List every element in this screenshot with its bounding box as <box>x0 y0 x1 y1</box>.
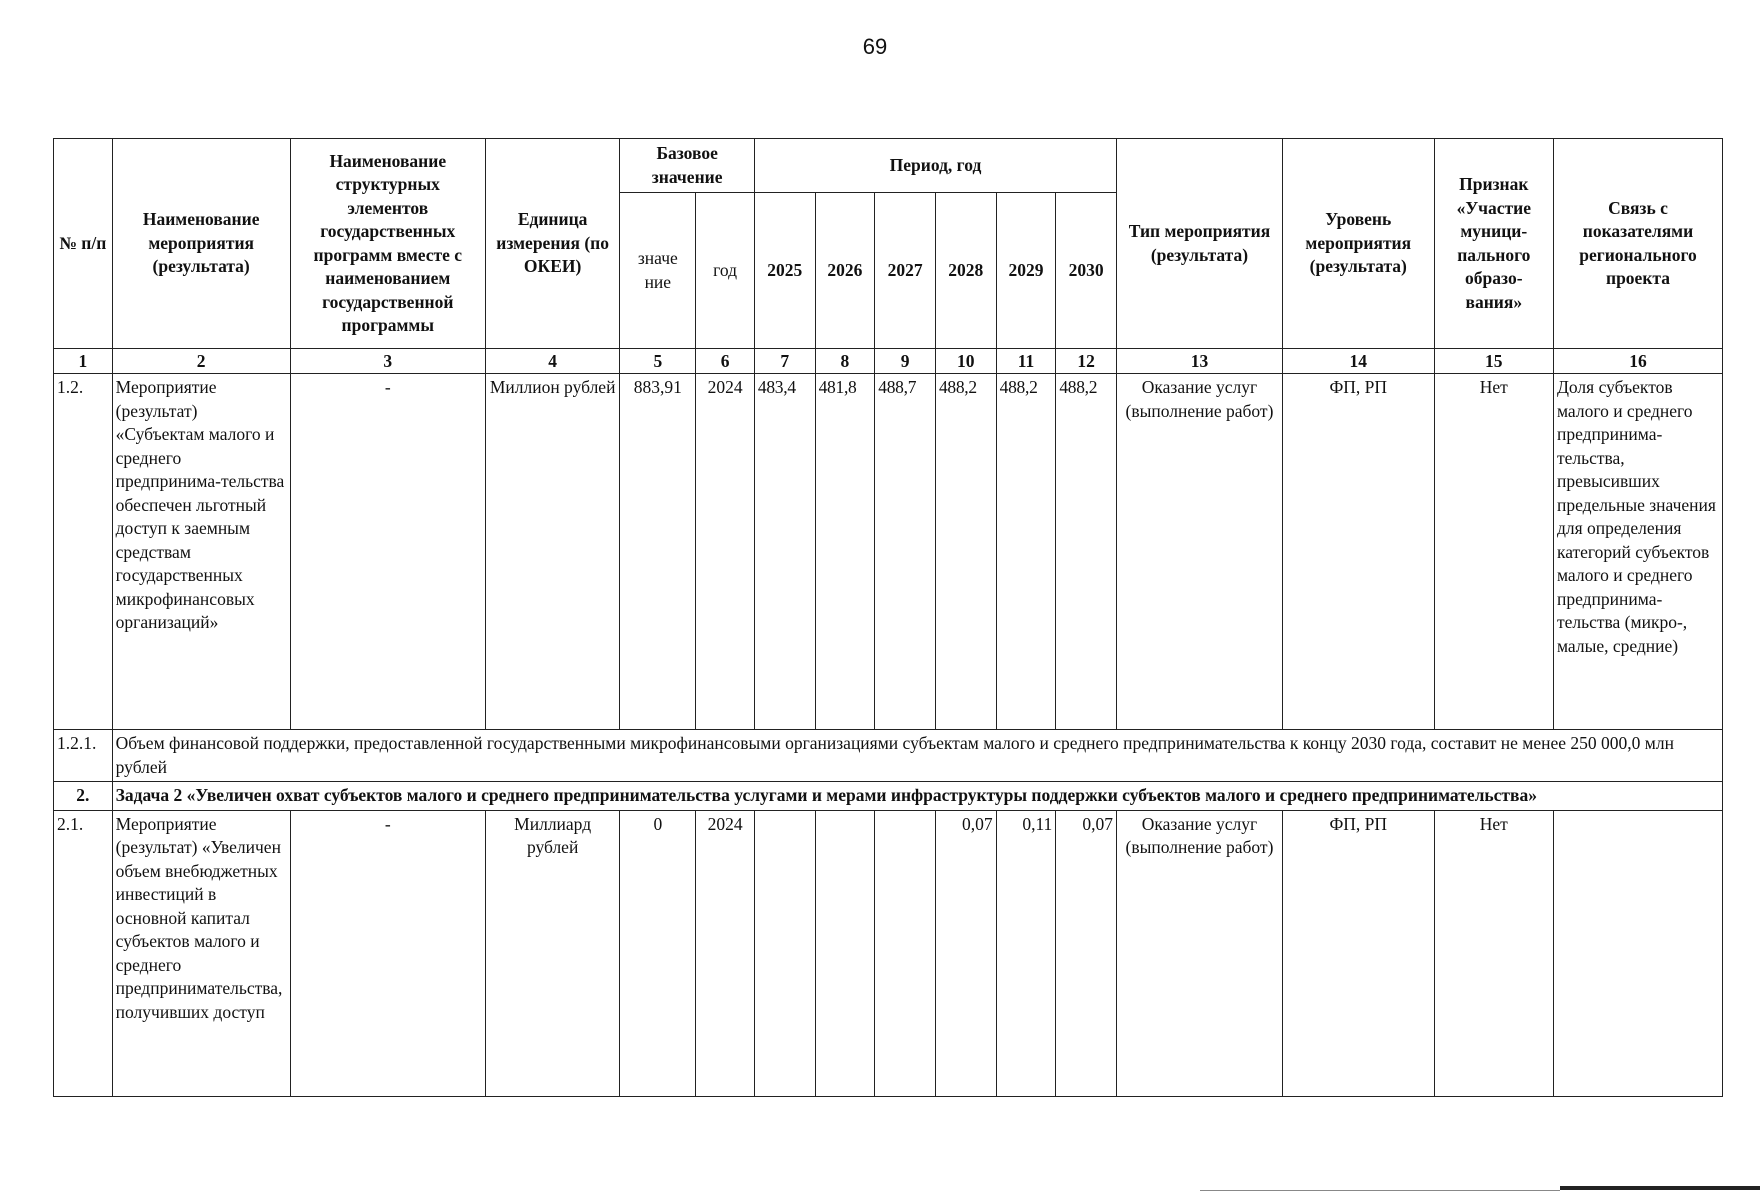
row-year-2029: 0,11 <box>996 810 1056 1096</box>
row-type: Оказание услуг (выполнение работ) <box>1117 374 1283 730</box>
row-year-2028: 0,07 <box>935 810 996 1096</box>
row-num: 2.1. <box>54 810 113 1096</box>
row-struct: - <box>290 810 485 1096</box>
header-base-value: значе ние <box>620 193 696 349</box>
col-num: 15 <box>1434 349 1553 374</box>
row-year-2030: 488,2 <box>1056 374 1117 730</box>
row-sign: Нет <box>1434 810 1553 1096</box>
header-type: Тип мероприятия (результата) <box>1117 139 1283 349</box>
row-text: Объем финансовой поддержки, предоставленной государственными микрофинансовыми организациями субъектам малого и среднего предпринимательства к концу 2030 года, составит не менее 250 000,0 млн рублей <box>112 730 1722 782</box>
header-period: Период, год <box>754 139 1116 193</box>
header-num: № п/п <box>54 139 113 349</box>
row-num: 1.2. <box>54 374 113 730</box>
col-num: 13 <box>1117 349 1283 374</box>
row-year-2028: 488,2 <box>935 374 996 730</box>
row-2-1 <box>54 810 1723 1096</box>
header-year-2027: 2027 <box>875 193 936 349</box>
row-year-2027: 488,7 <box>875 374 936 730</box>
row-year-2026 <box>815 810 875 1096</box>
activities-table <box>53 138 1723 1097</box>
row-num: 2. <box>54 782 113 811</box>
header-year-2030: 2030 <box>1056 193 1117 349</box>
col-num: 8 <box>815 349 875 374</box>
row-sign: Нет <box>1434 374 1553 730</box>
scan-edge-bar <box>1560 1186 1760 1190</box>
header-link: Связь с показателями регионального проекта <box>1553 139 1722 349</box>
row-type: Оказание услуг (выполнение работ) <box>1117 810 1283 1096</box>
col-num: 9 <box>875 349 936 374</box>
row-base-value: 883,91 <box>620 374 696 730</box>
row-level: ФП, РП <box>1282 810 1434 1096</box>
row-unit: Миллиард рублей <box>485 810 620 1096</box>
column-numbers-row <box>54 349 1723 374</box>
row-base-year: 2024 <box>696 810 755 1096</box>
row-year-2025: 483,4 <box>754 374 815 730</box>
page-number: 69 <box>862 34 888 59</box>
row-1-2-1 <box>54 730 1723 782</box>
header-base-year: год <box>696 193 755 349</box>
col-num: 10 <box>935 349 996 374</box>
row-year-2030: 0,07 <box>1056 810 1117 1096</box>
row-year-2025 <box>754 810 815 1096</box>
scan-edge-line <box>1200 1190 1560 1191</box>
row-task-2 <box>54 782 1723 811</box>
row-link: Доля субъектов малого и среднего предпринима-тельства, превысивших предельные значения для определения категорий субъектов малого и среднего предпринима-тельства (микро-, малые, средние) <box>1553 374 1722 730</box>
col-num: 1 <box>54 349 113 374</box>
header-year-2028: 2028 <box>935 193 996 349</box>
row-year-2026: 481,8 <box>815 374 875 730</box>
header-year-2025: 2025 <box>754 193 815 349</box>
col-num: 6 <box>696 349 755 374</box>
header-unit: Единица измерения (по ОКЕИ) <box>485 139 620 349</box>
row-link <box>1553 810 1722 1096</box>
col-num: 12 <box>1056 349 1117 374</box>
header-base: Базовое значение <box>620 139 755 193</box>
row-base-year: 2024 <box>696 374 755 730</box>
col-num: 4 <box>485 349 620 374</box>
row-year-2027 <box>875 810 936 1096</box>
row-1-2 <box>54 374 1723 730</box>
col-num: 5 <box>620 349 696 374</box>
header-year-2026: 2026 <box>815 193 875 349</box>
col-num: 2 <box>112 349 290 374</box>
col-num: 11 <box>996 349 1056 374</box>
col-num: 14 <box>1282 349 1434 374</box>
col-num: 3 <box>290 349 485 374</box>
row-num: 1.2.1. <box>54 730 113 782</box>
row-struct: - <box>290 374 485 730</box>
header-level: Уровень мероприятия (результата) <box>1282 139 1434 349</box>
col-num: 16 <box>1553 349 1722 374</box>
row-base-value: 0 <box>620 810 696 1096</box>
row-unit: Миллион рублей <box>485 374 620 730</box>
header-row-1 <box>54 139 1723 193</box>
header-struct: Наименование структурных элементов государственных программ вместе с наименованием государственной программы <box>290 139 485 349</box>
row-year-2029: 488,2 <box>996 374 1056 730</box>
task-title: Задача 2 «Увеличен охват субъектов малого и среднего предпринимательства услугами и мерами инфраструктуры поддержки субъектов малого и среднего предпринимательства» <box>112 782 1722 811</box>
row-name: Мероприятие (результат) «Увеличен объем внебюджетных инвестиций в основной капитал субъектов малого и среднего предпринимательства, получивших доступ <box>112 810 290 1096</box>
col-num: 7 <box>754 349 815 374</box>
row-level: ФП, РП <box>1282 374 1434 730</box>
header-name: Наименование мероприятия (результата) <box>112 139 290 349</box>
row-name: Мероприятие (результат) «Субъектам малого и среднего предпринима-тельства обеспечен льготный доступ к заемным средствам государственных микрофинансовых организаций» <box>112 374 290 730</box>
header-sign: Признак «Участие муници-пального образо-вания» <box>1434 139 1553 349</box>
header-year-2029: 2029 <box>996 193 1056 349</box>
